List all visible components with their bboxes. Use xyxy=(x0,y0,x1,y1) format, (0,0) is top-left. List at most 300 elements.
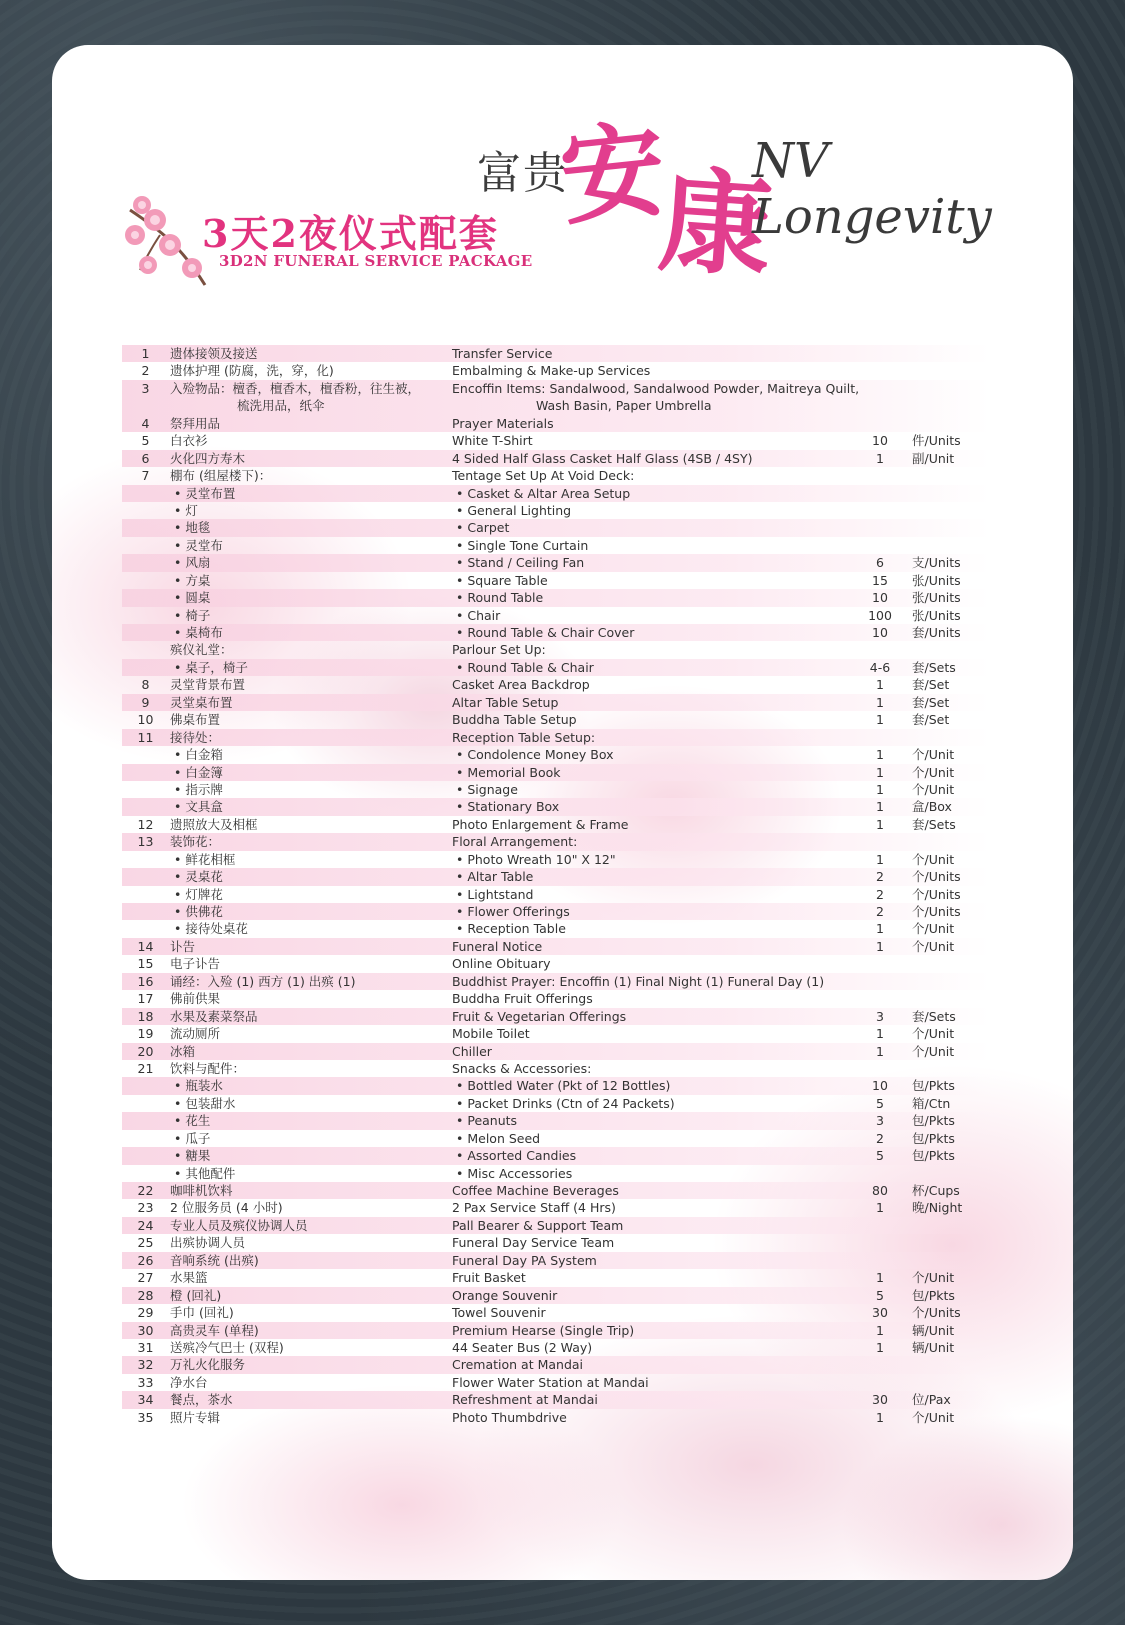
table-row xyxy=(122,781,990,798)
item-number: 3 xyxy=(141,380,150,396)
item-number: 6 xyxy=(141,450,150,466)
item-unit: 个/Unit xyxy=(912,747,955,763)
item-quantity: 1 xyxy=(876,694,884,710)
item-number: 28 xyxy=(137,1287,154,1303)
item-unit: 套/Set xyxy=(912,677,950,693)
item-quantity: 30 xyxy=(872,1305,888,1321)
table-row xyxy=(122,920,990,937)
item-name-en: • General Lighting xyxy=(456,502,572,518)
item-unit: 个/Units xyxy=(912,1305,961,1321)
item-name-cn: 手巾 (回礼) xyxy=(170,1305,234,1321)
item-number: 34 xyxy=(137,1392,154,1408)
item-name-en: Coffee Machine Beverages xyxy=(452,1183,619,1199)
item-unit: 包/Pkts xyxy=(912,1130,955,1146)
item-unit: 个/Unit xyxy=(912,1026,955,1042)
table-row xyxy=(122,903,990,920)
item-name-cn: • 供佛花 xyxy=(174,904,223,920)
item-unit: 个/Unit xyxy=(912,764,955,780)
item-name-cn: 殡仪礼堂： xyxy=(170,642,233,658)
item-name-cn: • 地毯 xyxy=(174,520,211,536)
item-unit: 包/Pkts xyxy=(912,1078,955,1094)
item-number: 17 xyxy=(137,991,154,1007)
table-row xyxy=(122,607,990,624)
item-quantity: 1 xyxy=(876,1200,884,1216)
table-row xyxy=(122,1234,990,1251)
item-unit: 套/Set xyxy=(912,694,950,710)
item-name-en: • Assorted Candies xyxy=(456,1148,577,1164)
table-row xyxy=(122,833,990,850)
item-unit: 张/Units xyxy=(912,607,961,623)
item-name-en: White T-Shirt xyxy=(452,433,533,449)
item-name-cn: 饮料与配件： xyxy=(170,1060,246,1076)
item-name-cn: 棚布 (组屋楼下)： xyxy=(170,468,272,484)
item-name-en: Funeral Day Service Team xyxy=(452,1235,615,1251)
table-row xyxy=(122,816,990,833)
table-row xyxy=(122,1217,990,1234)
table-row xyxy=(122,1252,990,1269)
table-row xyxy=(122,711,990,728)
item-name-cn: • 灵桌花 xyxy=(174,869,223,885)
item-number: 4 xyxy=(141,415,150,431)
item-unit: 包/Pkts xyxy=(912,1113,955,1129)
brand-cn-large-1: 安 xyxy=(554,106,672,241)
item-name-en: • Peanuts xyxy=(456,1113,518,1129)
item-name-en: • Melon Seed xyxy=(456,1130,541,1146)
item-number: 2 xyxy=(141,363,150,379)
table-row xyxy=(122,1060,990,1077)
item-number: 18 xyxy=(137,1008,154,1024)
table-row xyxy=(122,1339,990,1356)
item-name-cn: 火化四方寿木 xyxy=(170,450,246,466)
brand-cn-large-2: 康 xyxy=(654,155,776,294)
item-name-cn: 装饰花： xyxy=(170,834,221,850)
table-row xyxy=(122,676,990,693)
item-name-en: Cremation at Mandai xyxy=(452,1357,584,1373)
item-unit: 张/Units xyxy=(912,572,961,588)
item-name-en: • Stand / Ceiling Fan xyxy=(456,555,585,571)
item-quantity: 2 xyxy=(876,1130,884,1146)
item-quantity: 5 xyxy=(876,1095,884,1111)
item-name-cn: 水果篮 xyxy=(170,1270,208,1286)
item-unit: 套/Sets xyxy=(912,659,956,675)
table-row xyxy=(122,1356,990,1373)
table-row xyxy=(122,973,990,990)
brand-en: NV Longevity xyxy=(752,133,992,245)
item-name-en: • Signage xyxy=(456,781,518,797)
item-quantity: 6 xyxy=(876,555,884,571)
item-name-cn: • 白金簿 xyxy=(174,764,223,780)
item-quantity: 1 xyxy=(876,1339,884,1355)
item-unit: 套/Sets xyxy=(912,1008,956,1024)
item-number: 8 xyxy=(141,677,150,693)
table-row xyxy=(122,1147,990,1164)
item-quantity: 1 xyxy=(876,816,884,832)
item-name-cn: • 风扇 xyxy=(174,555,211,571)
item-quantity: 1 xyxy=(876,450,884,466)
item-name-en: Fruit & Vegetarian Offerings xyxy=(452,1008,627,1024)
item-quantity: 2 xyxy=(876,886,884,902)
item-name-en: Buddhist Prayer: Encoffin (1) Final Night (1) Funeral Day (1) xyxy=(452,973,825,989)
item-quantity: 1 xyxy=(876,799,884,815)
table-row xyxy=(122,1304,990,1321)
table-row xyxy=(122,990,990,1007)
item-name-en: • Chair xyxy=(456,607,501,623)
table-row xyxy=(122,868,990,885)
item-unit: 副/Unit xyxy=(912,450,955,466)
brand-cn-small: 富贵 xyxy=(477,148,569,199)
item-name-en: Orange Souvenir xyxy=(452,1287,558,1303)
item-quantity: 1 xyxy=(876,677,884,693)
item-name-cn: • 瓜子 xyxy=(174,1130,211,1146)
item-name-cn xyxy=(170,380,455,415)
item-name-en: • Carpet xyxy=(456,520,510,536)
item-number: 27 xyxy=(137,1270,154,1286)
table-row xyxy=(122,589,990,606)
item-quantity: 3 xyxy=(876,1008,884,1024)
item-unit: 个/Unit xyxy=(912,851,955,867)
item-unit: 包/Pkts xyxy=(912,1148,955,1164)
item-name-cn: 冰箱 xyxy=(170,1043,196,1059)
table-row xyxy=(122,362,990,379)
item-name-cn: • 糖果 xyxy=(174,1148,211,1164)
item-name-cn: 讣告 xyxy=(170,938,196,954)
item-name-cn: • 桌子，椅子 xyxy=(174,659,248,675)
item-number: 30 xyxy=(137,1322,154,1338)
table-row xyxy=(122,1322,990,1339)
item-name-cn: 照片专辑 xyxy=(170,1409,221,1425)
table-row xyxy=(122,938,990,955)
item-name-cn: • 花生 xyxy=(174,1113,211,1129)
table-row xyxy=(122,1391,990,1408)
package-card xyxy=(52,45,1073,1580)
item-number: 22 xyxy=(137,1183,154,1199)
table-row xyxy=(122,746,990,763)
item-name-en: • Casket & Altar Area Setup xyxy=(456,485,631,501)
table-row xyxy=(122,659,990,676)
item-unit: 个/Units xyxy=(912,904,961,920)
table-row xyxy=(122,729,990,746)
item-quantity: 1 xyxy=(876,1043,884,1059)
item-name-en: • Flower Offerings xyxy=(456,904,570,920)
item-name-cn: 灵堂背景布置 xyxy=(170,677,246,693)
item-name-en: Embalming & Make-up Services xyxy=(452,363,651,379)
item-quantity: 1 xyxy=(876,747,884,763)
item-quantity: 10 xyxy=(872,433,888,449)
item-name-cn: 2 位服务员 (4 小时) xyxy=(170,1200,283,1216)
table-row xyxy=(122,485,990,502)
item-name-cn: • 灯 xyxy=(174,502,198,518)
item-quantity: 4-6 xyxy=(869,659,891,675)
item-quantity: 1 xyxy=(876,1409,884,1425)
item-name-cn: 净水台 xyxy=(170,1374,208,1390)
item-name-cn: 出殡协调人员 xyxy=(170,1235,246,1251)
item-name-en: • Round Table xyxy=(456,590,544,606)
item-name-en: • Photo Wreath 10" X 12" xyxy=(456,851,616,867)
item-name-cn: 电子讣告 xyxy=(170,956,221,972)
item-quantity: 10 xyxy=(872,1078,888,1094)
table-row xyxy=(122,519,990,536)
item-name-cn-line-2: 梳洗用品，纸伞 xyxy=(237,398,325,414)
item-unit: 个/Units xyxy=(912,869,961,885)
item-name-en: • Reception Table xyxy=(456,921,566,937)
item-name-en: • Round Table & Chair Cover xyxy=(456,625,635,641)
item-quantity: 5 xyxy=(876,1148,884,1164)
item-unit: 个/Unit xyxy=(912,1043,955,1059)
item-quantity: 1 xyxy=(876,938,884,954)
table-row xyxy=(122,955,990,972)
table-row xyxy=(122,694,990,711)
table-row xyxy=(122,572,990,589)
table-row xyxy=(122,467,990,484)
item-number: 5 xyxy=(141,433,150,449)
table-row xyxy=(122,554,990,571)
item-unit: 套/Set xyxy=(912,712,950,728)
item-number: 33 xyxy=(137,1374,154,1390)
item-name-cn: • 包装甜水 xyxy=(174,1095,236,1111)
table-row xyxy=(122,1043,990,1060)
item-name-en: Casket Area Backdrop xyxy=(452,677,590,693)
item-unit: 张/Units xyxy=(912,590,961,606)
item-quantity: 1 xyxy=(876,1270,884,1286)
item-name-en: Buddha Fruit Offerings xyxy=(452,991,593,1007)
item-name-cn-line-1: 入殓物品：檀香，檀香木，檀香粉，往生被， xyxy=(170,380,421,396)
item-name-en xyxy=(452,380,902,415)
table-row xyxy=(122,1095,990,1112)
item-quantity: 2 xyxy=(876,869,884,885)
table-row xyxy=(122,1269,990,1286)
item-name-cn: • 鲜花相框 xyxy=(174,851,236,867)
item-name-en: Photo Thumbdrive xyxy=(452,1409,567,1425)
table-row xyxy=(122,1199,990,1216)
table-row xyxy=(122,641,990,658)
item-name-en: Online Obituary xyxy=(452,956,551,972)
item-number: 31 xyxy=(137,1339,154,1355)
item-number: 20 xyxy=(137,1043,154,1059)
item-number: 15 xyxy=(137,956,154,972)
item-name-en: Pall Bearer & Support Team xyxy=(452,1217,624,1233)
item-name-cn: 高贵灵车 (单程) xyxy=(170,1322,259,1338)
item-unit: 包/Pkts xyxy=(912,1287,955,1303)
item-name-cn: 白衣衫 xyxy=(170,433,208,449)
item-name-cn: 遗照放大及相框 xyxy=(170,816,258,832)
table-row xyxy=(122,502,990,519)
item-number: 12 xyxy=(137,816,154,832)
item-name-cn: • 圆桌 xyxy=(174,590,211,606)
item-unit: 件/Units xyxy=(912,433,961,449)
item-quantity: 15 xyxy=(872,572,888,588)
table-row xyxy=(122,1165,990,1182)
item-number: 23 xyxy=(137,1200,154,1216)
item-name-en: • Square Table xyxy=(456,572,548,588)
item-quantity: 1 xyxy=(876,1026,884,1042)
table-row xyxy=(122,1025,990,1042)
item-name-en: Mobile Toilet xyxy=(452,1026,530,1042)
item-name-en: • Bottled Water (Pkt of 12 Bottles) xyxy=(456,1078,671,1094)
item-name-en: Transfer Service xyxy=(452,346,553,361)
item-name-en: Funeral Notice xyxy=(452,938,543,954)
table-row xyxy=(122,1112,990,1129)
item-name-cn: • 白金箱 xyxy=(174,747,223,763)
item-number: 1 xyxy=(141,346,150,361)
table-row xyxy=(122,886,990,903)
item-name-en: • Misc Accessories xyxy=(456,1165,573,1181)
item-name-en: • Packet Drinks (Ctn of 24 Packets) xyxy=(456,1095,675,1111)
item-unit: 个/Unit xyxy=(912,781,955,797)
table-row xyxy=(122,450,990,467)
item-quantity: 30 xyxy=(872,1392,888,1408)
item-name-en: Parlour Set Up: xyxy=(452,642,546,658)
item-name-en: • Round Table & Chair xyxy=(456,659,594,675)
table-row xyxy=(122,415,990,432)
item-number: 11 xyxy=(137,729,154,745)
item-name-cn: 遗体接领及接送 xyxy=(170,346,258,361)
table-row xyxy=(122,851,990,868)
item-quantity: 1 xyxy=(876,1322,884,1338)
item-unit: 杯/Cups xyxy=(912,1183,960,1199)
package-title-cn: 3天2夜仪式配套 xyxy=(202,211,499,256)
table-row xyxy=(122,345,990,362)
item-number: 13 xyxy=(137,834,154,850)
item-quantity: 2 xyxy=(876,904,884,920)
item-name-en-line-2: Wash Basin, Paper Umbrella xyxy=(536,398,712,414)
item-name-cn: 万礼火化服务 xyxy=(170,1357,246,1373)
item-name-cn: • 灵堂布 xyxy=(174,537,223,553)
item-name-cn: • 方桌 xyxy=(174,572,211,588)
item-name-cn: 灵堂桌布置 xyxy=(170,694,233,710)
table-row xyxy=(122,1182,990,1199)
item-number: 21 xyxy=(137,1060,154,1076)
item-quantity: 1 xyxy=(876,921,884,937)
item-number: 29 xyxy=(137,1305,154,1321)
item-name-en: Flower Water Station at Mandai xyxy=(452,1374,649,1390)
item-unit: 个/Unit xyxy=(912,938,955,954)
item-number: 24 xyxy=(137,1217,154,1233)
item-name-en: Photo Enlargement & Frame xyxy=(452,816,629,832)
item-number: 26 xyxy=(137,1252,154,1268)
item-quantity: 3 xyxy=(876,1113,884,1129)
item-name-cn: • 瓶装水 xyxy=(174,1078,223,1094)
item-name-en: Snacks & Accessories: xyxy=(452,1060,592,1076)
item-name-en: • Condolence Money Box xyxy=(456,747,614,763)
item-number: 16 xyxy=(137,973,154,989)
item-name-en: Reception Table Setup: xyxy=(452,729,596,745)
item-unit: 个/Unit xyxy=(912,921,955,937)
item-name-en-line-1: Encoffin Items: Sandalwood, Sandalwood Powder, Maitreya Quilt, xyxy=(452,380,860,396)
item-name-en: Towel Souvenir xyxy=(452,1305,546,1321)
item-name-en: • Lightstand xyxy=(456,886,534,902)
table-row xyxy=(122,380,990,415)
item-name-en: • Altar Table xyxy=(456,869,534,885)
item-unit: 晚/Night xyxy=(912,1200,963,1216)
item-unit: 位/Pax xyxy=(912,1392,951,1408)
item-name-en: • Memorial Book xyxy=(456,764,561,780)
item-number: 14 xyxy=(137,938,154,954)
item-name-en: 44 Seater Bus (2 Way) xyxy=(452,1339,593,1355)
item-quantity: 5 xyxy=(876,1287,884,1303)
item-name-cn: • 椅子 xyxy=(174,607,211,623)
table-row xyxy=(122,1287,990,1304)
item-name-en: Premium Hearse (Single Trip) xyxy=(452,1322,635,1338)
item-quantity: 1 xyxy=(876,712,884,728)
item-unit: 个/Unit xyxy=(912,1409,955,1425)
item-name-en: Chiller xyxy=(452,1043,492,1059)
item-name-cn: 诵经：入殓 (1) 西方 (1) 出殡 (1) xyxy=(170,973,356,989)
item-name-cn: 送殡冷气巴士 (双程) xyxy=(170,1339,284,1355)
item-name-cn: 音响系统 (出殡) xyxy=(170,1252,259,1268)
item-unit: 个/Unit xyxy=(912,1270,955,1286)
item-quantity: 1 xyxy=(876,764,884,780)
table-row xyxy=(122,432,990,449)
item-name-cn: 佛前供果 xyxy=(170,991,221,1007)
item-name-en: Refreshment at Mandai xyxy=(452,1392,598,1408)
item-name-en: Funeral Day PA System xyxy=(452,1252,597,1268)
item-number: 19 xyxy=(137,1026,154,1042)
table-row xyxy=(122,1374,990,1391)
item-quantity: 10 xyxy=(872,590,888,606)
item-unit: 辆/Unit xyxy=(912,1322,955,1338)
item-name-en: Fruit Basket xyxy=(452,1270,526,1286)
item-quantity: 10 xyxy=(872,625,888,641)
item-name-cn: • 文具盒 xyxy=(174,799,223,815)
item-name-cn: 佛桌布置 xyxy=(170,712,221,728)
item-name-cn: 咖啡机饮料 xyxy=(170,1183,233,1199)
item-name-cn: • 指示牌 xyxy=(174,781,223,797)
item-quantity: 1 xyxy=(876,851,884,867)
item-name-cn: 餐点，茶水 xyxy=(170,1392,233,1408)
item-name-cn: 祭拜用品 xyxy=(170,415,221,431)
item-number: 25 xyxy=(137,1235,154,1251)
item-unit: 辆/Unit xyxy=(912,1339,955,1355)
item-name-cn: • 接待处桌花 xyxy=(174,921,248,937)
item-quantity: 1 xyxy=(876,781,884,797)
item-name-en: • Stationary Box xyxy=(456,799,560,815)
item-name-cn: 遗体护理 (防腐，洗，穿，化) xyxy=(170,363,334,379)
item-unit: 套/Sets xyxy=(912,816,956,832)
item-name-en: 4 Sided Half Glass Casket Half Glass (4SB / 4SY) xyxy=(452,450,753,466)
item-name-cn: 接待处： xyxy=(170,729,221,745)
item-name-cn: • 桌椅布 xyxy=(174,625,223,641)
table-row xyxy=(122,624,990,641)
items-table xyxy=(122,345,990,1426)
item-name-cn: 专业人员及殡仪协调人员 xyxy=(170,1217,308,1233)
item-name-cn: 流动厕所 xyxy=(170,1026,221,1042)
item-name-en: Buddha Table Setup xyxy=(452,712,577,728)
item-name-en: Prayer Materials xyxy=(452,415,554,431)
item-name-cn: 橙 (回礼) xyxy=(170,1287,222,1303)
table-row xyxy=(122,537,990,554)
item-number: 35 xyxy=(137,1409,154,1425)
item-name-en: Tentage Set Up At Void Deck: xyxy=(452,468,635,484)
item-name-en: • Single Tone Curtain xyxy=(456,537,589,553)
item-unit: 支/Units xyxy=(912,555,961,571)
item-unit: 套/Units xyxy=(912,625,961,641)
table-row xyxy=(122,1077,990,1094)
table-row xyxy=(122,764,990,781)
item-name-cn: • 灵堂布置 xyxy=(174,485,236,501)
item-number: 9 xyxy=(141,694,150,710)
item-name-cn: • 其他配件 xyxy=(174,1165,236,1181)
item-name-cn: 水果及素菜祭品 xyxy=(170,1008,258,1024)
item-number: 7 xyxy=(141,468,150,484)
item-unit: 盒/Box xyxy=(912,799,952,815)
item-quantity: 100 xyxy=(868,607,892,623)
item-name-cn: • 灯牌花 xyxy=(174,886,223,902)
package-title-en: 3D2N FUNERAL SERVICE PACKAGE xyxy=(219,252,533,270)
table-row xyxy=(122,1409,990,1426)
item-number: 10 xyxy=(137,712,154,728)
table-row xyxy=(122,1130,990,1147)
item-unit: 箱/Ctn xyxy=(912,1095,951,1111)
